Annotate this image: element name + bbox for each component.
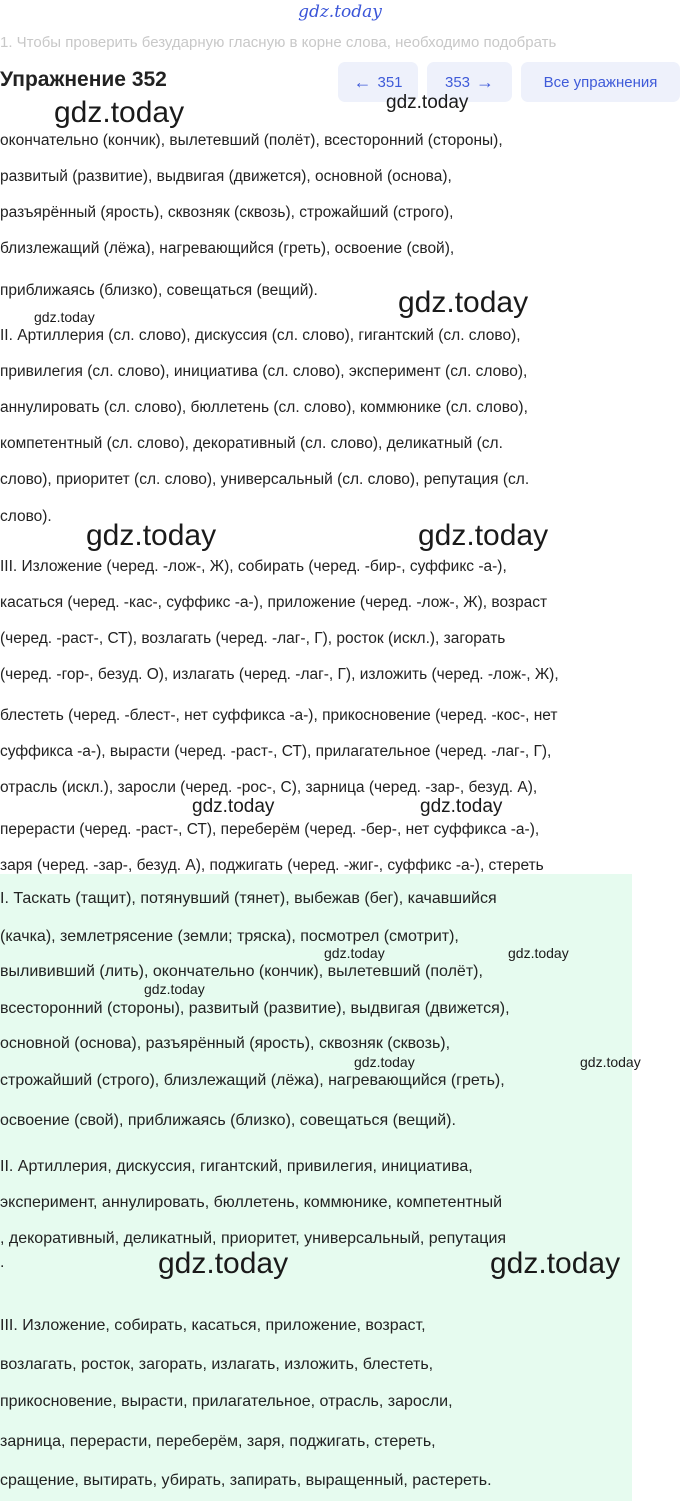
answer1-line: (черед. -раст-, СТ), возлагать (черед. -лаг-, Г), росток (искл.), загорать [0, 630, 506, 647]
answer2-line: II. Артиллерия, дискуссия, гигантский, привилегия, инициатива, [0, 1158, 473, 1175]
answer1-line: аннулировать (сл. слово), бюллетень (сл. слово), коммюнике (сл. слово), [0, 399, 528, 416]
watermark-text: gdz.today [386, 92, 469, 113]
answer2-line: всесторонний (стороны), развитый (развитие), выдвигая (движется), [0, 1000, 510, 1017]
answer2-line: возлагать, росток, загорать, излагать, изложить, блестеть, [0, 1356, 434, 1373]
arrow-right-icon: → [476, 71, 495, 92]
site-logo[interactable]: gdz.today [298, 2, 382, 22]
answer1-line: заря (черед. -зар-, безуд. А), поджигать (черед. -жиг-, суффикс -а-), стереть [0, 857, 544, 874]
answer1-line: разъярённый (ярость), сквозняк (сквозь), строжайший (строго), [0, 204, 454, 221]
answer1-line: перерасти (черед. -раст-, СТ), переберём (черед. -бер-, нет суффикса -а-), [0, 821, 540, 838]
answer2-line: сращение, вытирать, убирать, запирать, выращенный, растереть. [0, 1472, 492, 1489]
watermark-text: gdz.today [34, 309, 95, 325]
watermark-text: gdz.today [418, 519, 549, 552]
answer2-line: эксперимент, аннулировать, бюллетень, коммюнике, компетентный [0, 1194, 503, 1211]
answer1-line: слово), приоритет (сл. слово), универсальный (сл. слово), репутация (сл. [0, 471, 530, 488]
answer2-line: основной (основа), разъярённый (ярость), сквозняк (сквозь), [0, 1035, 451, 1052]
watermark-text: gdz.today [144, 981, 205, 997]
exercise-hint-text: 1. Чтобы проверить безударную гласную в корне слова, необходимо подобрать [0, 34, 557, 51]
all-exercises-label: Все упражнения [543, 73, 658, 91]
arrow-left-icon: ← [353, 71, 372, 92]
prev-exercise-label: 351 [377, 73, 403, 91]
answer2-line: III. Изложение, собирать, касаться, приложение, возраст, [0, 1317, 426, 1334]
answer1-line: слово). [0, 508, 52, 525]
answer1-line: развитый (развитие), выдвигая (движется), основной (основа), [0, 168, 452, 185]
watermark-text: gdz.today [86, 519, 217, 552]
next-exercise-label: 353 [444, 73, 471, 91]
answer2-line: (качка), землетрясение (земли; тряска), посмотрел (смотрит), [0, 928, 459, 945]
answer1-line: близлежащий (лёжа), нагревающийся (греть), освоение (свой), [0, 240, 455, 257]
watermark-text: gdz.today [398, 286, 529, 319]
answer2-line: строжайший (строго), близлежащий (лёжа), нагревающийся (греть), [0, 1072, 505, 1089]
watermark-text: gdz.today [420, 796, 503, 817]
answer1-line: приближаясь (близко), совещаться (вещий). [0, 282, 318, 299]
watermark-text: gdz.today [324, 945, 385, 961]
all-exercises-button[interactable] [521, 62, 680, 102]
answer2-line: , декоративный, деликатный, приоритет, универсальный, репутация [0, 1230, 507, 1247]
answer1-line: II. Артиллерия (сл. слово), дискуссия (сл. слово), гигантский (сл. слово), [0, 327, 521, 344]
answer-block-2 [0, 874, 632, 1501]
answer1-line: касаться (черед. -кас-, суффикс -а-), приложение (черед. -лож-, Ж), возраст [0, 594, 548, 611]
watermark-text: gdz.today [490, 1247, 621, 1280]
answer2-line: освоение (свой), приближаясь (близко), совещаться (вещий). [0, 1112, 456, 1129]
answer2-line: зарница, перерасти, переберём, заря, поджигать, стереть, [0, 1433, 436, 1450]
page-title: Упражнение 352 [0, 68, 167, 91]
watermark-text: gdz.today [580, 1054, 641, 1070]
watermark-text: gdz.today [158, 1247, 289, 1280]
answer1-line: отрасль (искл.), заросли (черед. -рос-, С), зарница (черед. -зар-, безуд. А), [0, 779, 538, 796]
watermark-text: gdz.today [54, 96, 185, 129]
watermark-text: gdz.today [508, 945, 569, 961]
answer2-line: . [0, 1254, 5, 1271]
watermark-text: gdz.today [354, 1054, 415, 1070]
answer1-line: (черед. -гор-, безуд. О), излагать (черед. -лаг-, Г), изложить (черед. -лож-, Ж), [0, 666, 559, 683]
answer1-line: суффикса -а-), вырасти (черед. -раст-, СТ), прилагательное (черед. -лаг-, Г), [0, 743, 552, 760]
answer2-line: прикосновение, вырасти, прилагательное, отрасль, заросли, [0, 1393, 453, 1410]
answer1-line: III. Изложение (черед. -лож-, Ж), собирать (черед. -бир-, суффикс -а-), [0, 558, 507, 575]
answer2-line: вылививший (лить), окончательно (кончик), вылетевший (полёт), [0, 963, 483, 980]
answer1-line: окончательно (кончик), вылетевший (полёт), всесторонний (стороны), [0, 132, 503, 149]
answer1-line: компетентный (сл. слово), декоративный (сл. слово), деликатный (сл. [0, 435, 503, 452]
answer1-line: привилегия (сл. слово), инициатива (сл. слово), эксперимент (сл. слово), [0, 363, 528, 380]
answer1-line: блестеть (черед. -блест-, нет суффикса -а-), прикосновение (черед. -кос-, нет [0, 707, 558, 724]
watermark-text: gdz.today [192, 796, 275, 817]
answer2-line: I. Таскать (тащит), потянувший (тянет), выбежав (бег), качавшийся [0, 890, 497, 907]
